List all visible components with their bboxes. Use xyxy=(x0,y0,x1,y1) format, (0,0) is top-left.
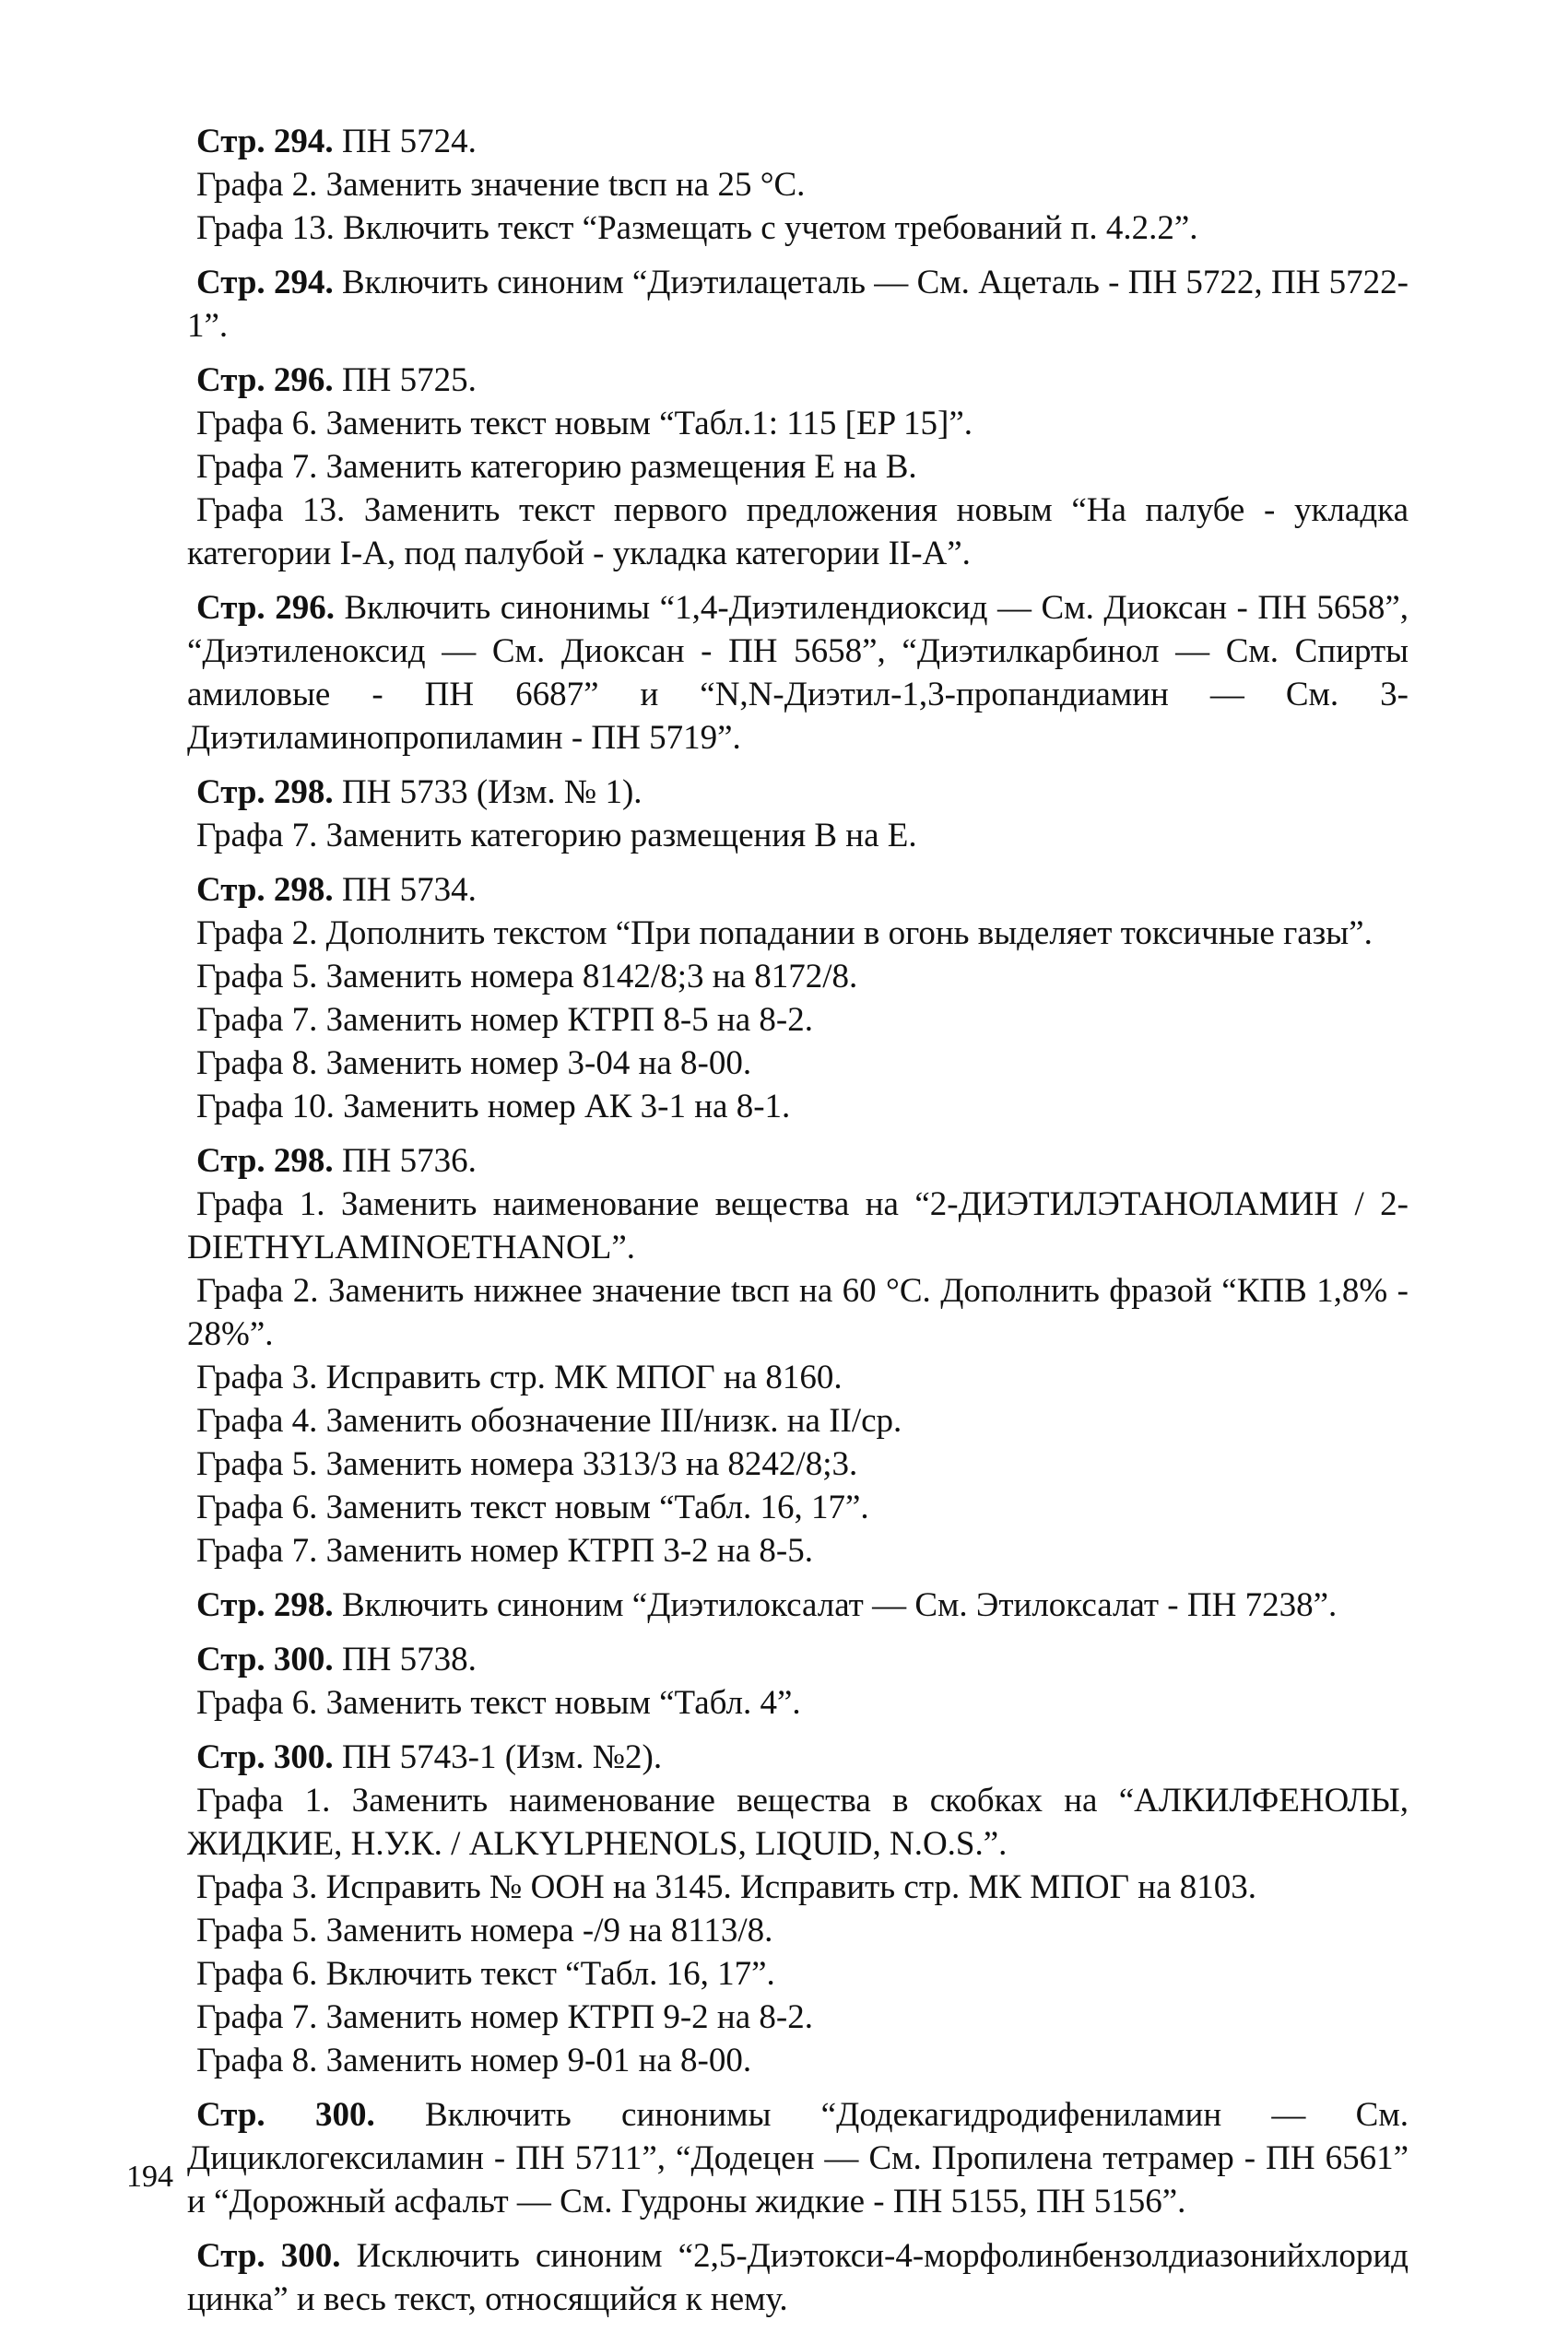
column-instruction: Графа 10. Заменить номер АК 3-1 на 8-1. xyxy=(196,1088,791,1125)
page-reference: Стр. 298. xyxy=(196,1586,334,1624)
entry-heading xyxy=(187,2093,1409,2223)
column-instruction: Графа 2. Заменить значение tвсп на 25 °С. xyxy=(196,166,806,204)
page-reference: Стр. 298. xyxy=(196,1142,334,1180)
entry-text: ПН 5724. xyxy=(333,123,477,160)
page-reference: Стр. 296. xyxy=(196,361,334,399)
entry-text: ПН 5743-1 (Изм. №2). xyxy=(333,1738,663,1776)
entry-heading xyxy=(187,359,1409,402)
entry-heading xyxy=(187,771,1409,814)
amendment-entry xyxy=(187,2234,1409,2321)
amendment-entry xyxy=(187,120,1409,250)
entry-text: Включить синоним “Диэтилацеталь — См. Ацеталь - ПН 5722, ПН 5722-1”. xyxy=(187,264,1409,345)
amendments-list xyxy=(187,120,1409,2332)
column-instruction: Графа 3. Исправить стр. МК МПОГ на 8160. xyxy=(196,1359,843,1396)
entry-heading xyxy=(187,2234,1409,2321)
page-reference: Стр. 298. xyxy=(196,773,334,811)
page-reference: Стр. 298. xyxy=(196,871,334,909)
amendment-entry xyxy=(187,771,1409,857)
amendment-entry xyxy=(187,586,1409,760)
entry-text: ПН 5738. xyxy=(333,1641,477,1678)
column-instruction: Графа 5. Заменить номера -/9 на 8113/8. xyxy=(196,1912,773,1949)
entry-heading xyxy=(187,261,1409,347)
column-instruction: Графа 1. Заменить наименование вещества в скобках на “АЛКИЛФЕНОЛЫ, ЖИДКИЕ, Н.У.К. / ALKYLPHENOLS, LIQUID, N.O.S.”. xyxy=(187,1782,1409,1863)
entry-text: Исключить синоним “2,5-Диэтокси-4-морфолинбензолдиазонийхлорид цинка” и весь текст, относящийся к нему. xyxy=(187,2237,1409,2318)
amendment-entry xyxy=(187,1584,1409,1627)
amendment-entry xyxy=(187,261,1409,347)
column-instruction: Графа 8. Заменить номер 3-04 на 8-00. xyxy=(196,1044,752,1082)
entry-text: Включить синонимы “Додекагидродифениламин — См. Дициклогексиламин - ПН 5711”, “Додецен — См. Пропилена тетрамер - ПН 6561” и “Дорожный асфальт — См. Гудроны жидкие - ПН 5155, ПН 5156”. xyxy=(187,2096,1409,2220)
column-instruction: Графа 13. Включить текст “Размещать с учетом требований п. 4.2.2”. xyxy=(196,209,1198,247)
column-instruction: Графа 7. Заменить категорию размещения Е на В. xyxy=(196,448,917,486)
column-instruction: Графа 6. Заменить текст новым “Табл. 16, 17”. xyxy=(196,1489,869,1526)
column-instruction: Графа 6. Заменить текст новым “Табл.1: 115 [EP 15]”. xyxy=(196,405,973,442)
entry-text: ПН 5734. xyxy=(333,871,477,909)
column-instruction: Графа 13. Заменить текст первого предложения новым “На палубе - укладка категории I-A, под палубой - укладка категории II-A”. xyxy=(187,491,1409,572)
entry-text: ПН 5733 (Изм. № 1). xyxy=(333,773,643,811)
entry-heading xyxy=(187,586,1409,760)
column-instruction: Графа 5. Заменить номера 3313/3 на 8242/8;3. xyxy=(196,1445,858,1483)
entry-text: Включить синонимы “1,4-Диэтилендиоксид — См. Диоксан - ПН 5658”, “Диэтиленоксид — См. Диоксан - ПН 5658”, “Диэтилкарбинол — См. Спирты амиловые - ПН 6687” и “N,N-Диэтил-1,3-пропандиамин — См. 3-Диэтиламинопропиламин - ПН 5719”. xyxy=(187,589,1409,757)
column-instruction: Графа 7. Заменить номер КТРП 3-2 на 8-5. xyxy=(196,1532,813,1570)
column-instruction: Графа 5. Заменить номера 8142/8;3 на 8172/8. xyxy=(196,958,858,995)
entry-heading xyxy=(187,1638,1409,1681)
entry-heading xyxy=(187,1584,1409,1627)
column-instruction: Графа 6. Заменить текст новым “Табл. 4”. xyxy=(196,1684,801,1722)
amendment-entry xyxy=(187,1139,1409,1572)
entry-heading xyxy=(187,1736,1409,1779)
page-reference: Стр. 300. xyxy=(196,2096,375,2134)
amendment-entry xyxy=(187,1736,1409,2082)
page-reference: Стр. 296. xyxy=(196,589,335,627)
page-number: 194 xyxy=(126,2160,173,2194)
column-instruction: Графа 8. Заменить номер 9-01 на 8-00. xyxy=(196,2042,752,2079)
column-instruction: Графа 2. Дополнить текстом “При попадании в огонь выделяет токсичные газы”. xyxy=(196,914,1373,952)
entry-text: ПН 5725. xyxy=(333,361,477,399)
column-instruction: Графа 2. Заменить нижнее значение tвсп на 60 °С. Дополнить фразой “КПВ 1,8% - 28%”. xyxy=(187,1272,1409,1353)
column-instruction: Графа 1. Заменить наименование вещества на “2-ДИЭТИЛЭТАНОЛАМИН / 2-DIETHYLAMINOETHANOL”. xyxy=(187,1185,1409,1266)
column-instruction: Графа 7. Заменить категорию размещения В на Е. xyxy=(196,817,917,854)
column-instruction: Графа 7. Заменить номер КТРП 8-5 на 8-2. xyxy=(196,1001,813,1039)
entry-heading xyxy=(187,1139,1409,1183)
entry-heading xyxy=(187,868,1409,912)
amendment-entry xyxy=(187,868,1409,1128)
column-instruction: Графа 4. Заменить обозначение III/низк. на II/ср. xyxy=(196,1402,902,1440)
column-instruction: Графа 6. Включить текст “Табл. 16, 17”. xyxy=(196,1955,775,1993)
page-reference: Стр. 300. xyxy=(196,1641,334,1678)
entry-heading xyxy=(187,120,1409,163)
entry-text: Включить синоним “Диэтилоксалат — См. Этилоксалат - ПН 7238”. xyxy=(333,1586,1338,1624)
entry-text: ПН 5736. xyxy=(333,1142,477,1180)
amendment-entry xyxy=(187,2093,1409,2223)
page-reference: Стр. 300. xyxy=(196,1738,334,1776)
amendment-entry xyxy=(187,1638,1409,1725)
column-instruction: Графа 7. Заменить номер КТРП 9-2 на 8-2. xyxy=(196,1998,813,2036)
column-instruction: Графа 3. Исправить № ООН на 3145. Исправить стр. МК МПОГ на 8103. xyxy=(196,1868,1256,1906)
page-reference: Стр. 294. xyxy=(196,264,334,301)
page-reference: Стр. 294. xyxy=(196,123,334,160)
amendment-entry xyxy=(187,359,1409,575)
page-reference: Стр. 300. xyxy=(196,2237,341,2275)
